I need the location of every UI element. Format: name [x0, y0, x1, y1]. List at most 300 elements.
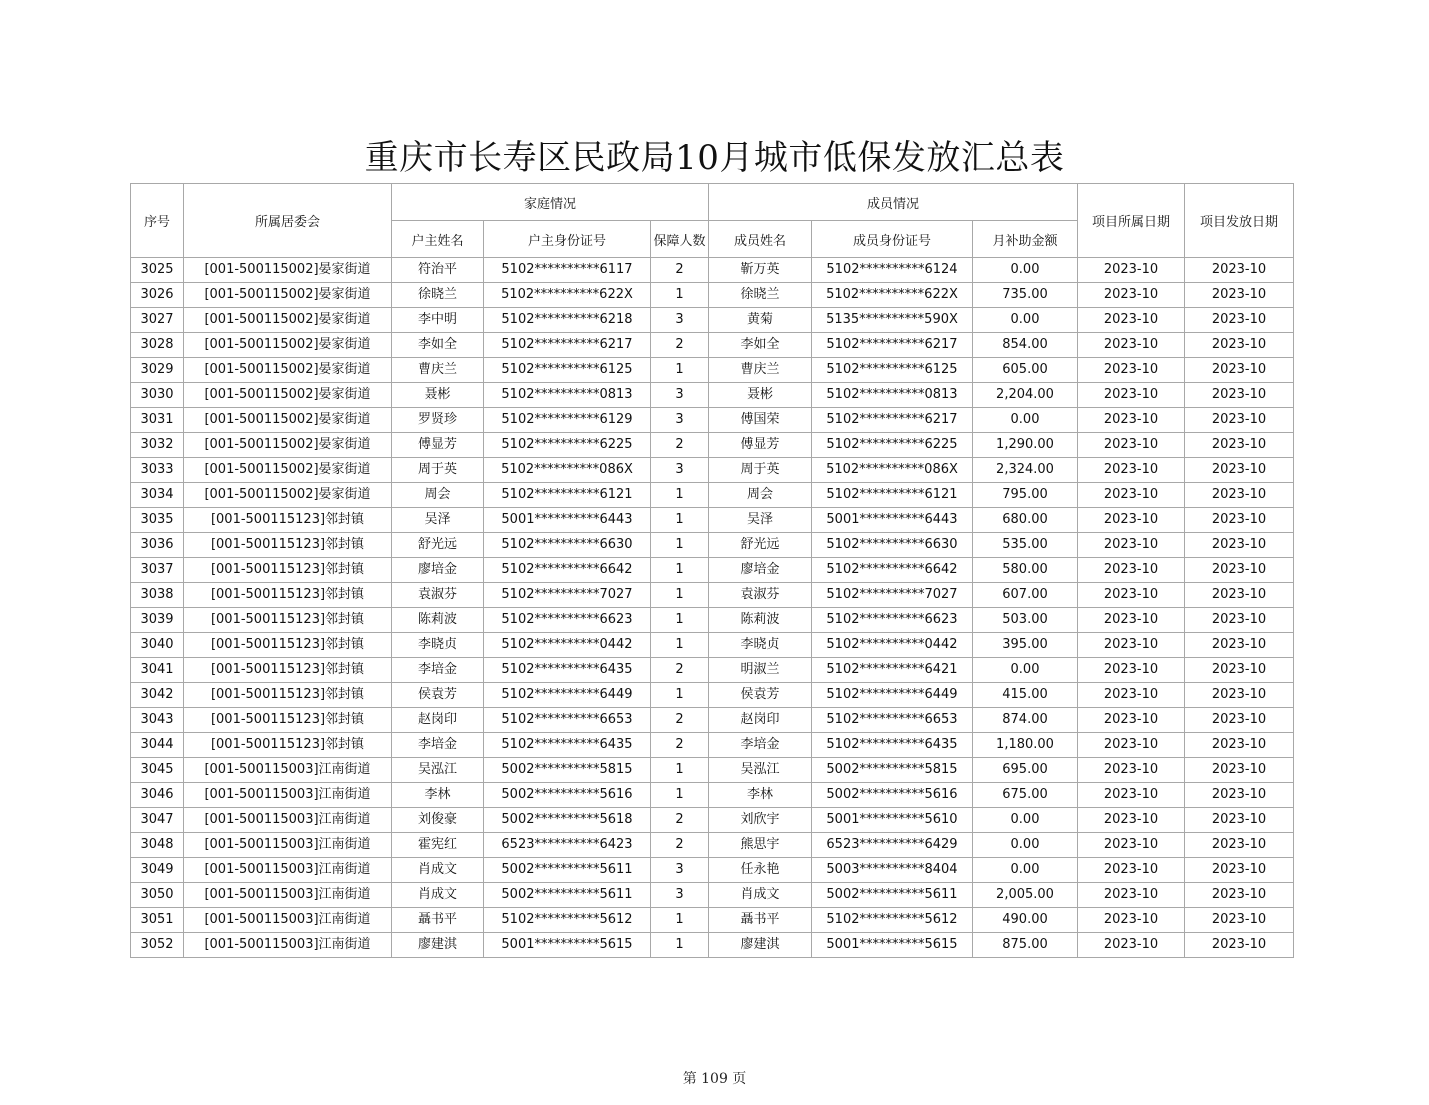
committee-cell: [001-500115123]邻封镇 [184, 658, 392, 683]
head-id-cell: 5102**********7027 [484, 583, 651, 608]
covered-count-cell: 2 [651, 258, 709, 283]
subsidy-cell: 1,180.00 [973, 733, 1078, 758]
seq-cell: 3034 [131, 483, 184, 508]
seq-cell: 3033 [131, 458, 184, 483]
head-name-cell: 李中明 [392, 308, 484, 333]
seq-cell: 3052 [131, 933, 184, 958]
seq-cell: 3035 [131, 508, 184, 533]
payment-month-cell: 2023-10 [1185, 708, 1294, 733]
member-id-cell: 5102**********7027 [812, 583, 973, 608]
member-name-cell: 廖建淇 [709, 933, 812, 958]
member-name-cell: 吴泽 [709, 508, 812, 533]
payment-month-cell: 2023-10 [1185, 658, 1294, 683]
covered-count-cell: 2 [651, 433, 709, 458]
head-name-cell: 吴泓江 [392, 758, 484, 783]
table-row [131, 808, 1294, 833]
covered-count-cell: 1 [651, 558, 709, 583]
committee-cell: [001-500115002]晏家街道 [184, 308, 392, 333]
header-family-group: 家庭情况 [392, 184, 709, 221]
subsidy-cell: 1,290.00 [973, 433, 1078, 458]
head-name-cell: 李林 [392, 783, 484, 808]
subsidy-cell: 415.00 [973, 683, 1078, 708]
covered-count-cell: 3 [651, 408, 709, 433]
member-name-cell: 熊思宇 [709, 833, 812, 858]
table-row [131, 358, 1294, 383]
head-name-cell: 罗贤珍 [392, 408, 484, 433]
project-month-cell: 2023-10 [1078, 808, 1185, 833]
table-row [131, 258, 1294, 283]
covered-count-cell: 1 [651, 608, 709, 633]
seq-cell: 3043 [131, 708, 184, 733]
member-id-cell: 5002**********5616 [812, 783, 973, 808]
table-row [131, 708, 1294, 733]
payment-month-cell: 2023-10 [1185, 333, 1294, 358]
project-month-cell: 2023-10 [1078, 458, 1185, 483]
head-id-cell: 5102**********6642 [484, 558, 651, 583]
covered-count-cell: 1 [651, 633, 709, 658]
member-id-cell: 5102**********6653 [812, 708, 973, 733]
head-name-cell: 徐晓兰 [392, 283, 484, 308]
header-member-group: 成员情况 [709, 184, 1078, 221]
table-row [131, 508, 1294, 533]
page-title: 重庆市长寿区民政局10月城市低保发放汇总表 [364, 138, 1065, 178]
table-row [131, 533, 1294, 558]
subsidy-cell: 0.00 [973, 808, 1078, 833]
member-id-cell: 6523**********6429 [812, 833, 973, 858]
member-id-cell: 5001**********5615 [812, 933, 973, 958]
head-name-cell: 李培金 [392, 658, 484, 683]
committee-cell: [001-500115123]邻封镇 [184, 508, 392, 533]
member-id-cell: 5102**********6125 [812, 358, 973, 383]
member-name-cell: 袁淑芬 [709, 583, 812, 608]
member-id-cell: 5102**********622X [812, 283, 973, 308]
member-id-cell: 5102**********0442 [812, 633, 973, 658]
payment-month-cell: 2023-10 [1185, 558, 1294, 583]
head-name-cell: 廖建淇 [392, 933, 484, 958]
payment-month-cell: 2023-10 [1185, 808, 1294, 833]
seq-cell: 3044 [131, 733, 184, 758]
table-row [131, 733, 1294, 758]
head-id-cell: 5102**********6218 [484, 308, 651, 333]
seq-cell: 3031 [131, 408, 184, 433]
member-id-cell: 5102**********6623 [812, 608, 973, 633]
seq-cell: 3028 [131, 333, 184, 358]
project-month-cell: 2023-10 [1078, 608, 1185, 633]
table-row [131, 333, 1294, 358]
head-name-cell: 周会 [392, 483, 484, 508]
payment-month-cell: 2023-10 [1185, 858, 1294, 883]
subsidy-cell: 0.00 [973, 658, 1078, 683]
table-body [131, 258, 1294, 958]
member-id-cell: 5001**********6443 [812, 508, 973, 533]
member-name-cell: 傅国荣 [709, 408, 812, 433]
page-number: 第 109 页 [682, 1071, 747, 1087]
subsidy-cell: 2,005.00 [973, 883, 1078, 908]
committee-cell: [001-500115003]江南街道 [184, 858, 392, 883]
payment-month-cell: 2023-10 [1185, 908, 1294, 933]
subsidy-cell: 875.00 [973, 933, 1078, 958]
table-row [131, 833, 1294, 858]
table-row [131, 558, 1294, 583]
seq-cell: 3040 [131, 633, 184, 658]
covered-count-cell: 2 [651, 333, 709, 358]
member-name-cell: 李晓贞 [709, 633, 812, 658]
payment-month-cell: 2023-10 [1185, 683, 1294, 708]
table-row [131, 608, 1294, 633]
subsidy-cell: 605.00 [973, 358, 1078, 383]
payment-month-cell: 2023-10 [1185, 608, 1294, 633]
head-id-cell: 5102**********6121 [484, 483, 651, 508]
seq-cell: 3032 [131, 433, 184, 458]
payment-month-cell: 2023-10 [1185, 758, 1294, 783]
member-name-cell: 舒光远 [709, 533, 812, 558]
member-name-cell: 徐晓兰 [709, 283, 812, 308]
committee-cell: [001-500115002]晏家街道 [184, 408, 392, 433]
project-month-cell: 2023-10 [1078, 933, 1185, 958]
member-id-cell: 5102**********0813 [812, 383, 973, 408]
subsidy-cell: 795.00 [973, 483, 1078, 508]
subsidy-cell: 675.00 [973, 783, 1078, 808]
head-id-cell: 6523**********6423 [484, 833, 651, 858]
committee-cell: [001-500115123]邻封镇 [184, 583, 392, 608]
head-id-cell: 5102**********6653 [484, 708, 651, 733]
committee-cell: [001-500115123]邻封镇 [184, 683, 392, 708]
table-row [131, 633, 1294, 658]
payment-month-cell: 2023-10 [1185, 483, 1294, 508]
project-month-cell: 2023-10 [1078, 558, 1185, 583]
member-name-cell: 明淑兰 [709, 658, 812, 683]
header-seq: 序号 [131, 184, 184, 258]
table-row [131, 683, 1294, 708]
header-member-id: 成员身份证号 [812, 221, 973, 258]
header-covered-count: 保障人数 [651, 221, 709, 258]
head-name-cell: 周于英 [392, 458, 484, 483]
committee-cell: [001-500115003]江南街道 [184, 783, 392, 808]
seq-cell: 3045 [131, 758, 184, 783]
member-id-cell: 5102**********6121 [812, 483, 973, 508]
head-name-cell: 肖成文 [392, 858, 484, 883]
subsidy-cell: 695.00 [973, 758, 1078, 783]
member-id-cell: 5102**********6630 [812, 533, 973, 558]
payment-month-cell: 2023-10 [1185, 383, 1294, 408]
project-month-cell: 2023-10 [1078, 358, 1185, 383]
head-id-cell: 5102**********5612 [484, 908, 651, 933]
table-row [131, 433, 1294, 458]
payment-month-cell: 2023-10 [1185, 258, 1294, 283]
committee-cell: [001-500115002]晏家街道 [184, 258, 392, 283]
covered-count-cell: 1 [651, 283, 709, 308]
member-name-cell: 聶书平 [709, 908, 812, 933]
head-name-cell: 李培金 [392, 733, 484, 758]
seq-cell: 3030 [131, 383, 184, 408]
member-name-cell: 李林 [709, 783, 812, 808]
head-id-cell: 5102**********6125 [484, 358, 651, 383]
member-name-cell: 赵岗印 [709, 708, 812, 733]
payment-month-cell: 2023-10 [1185, 283, 1294, 308]
seq-cell: 3036 [131, 533, 184, 558]
head-id-cell: 5102**********6630 [484, 533, 651, 558]
payment-month-cell: 2023-10 [1185, 783, 1294, 808]
committee-cell: [001-500115002]晏家街道 [184, 433, 392, 458]
head-name-cell: 霍宪红 [392, 833, 484, 858]
subsidy-cell: 0.00 [973, 858, 1078, 883]
seq-cell: 3050 [131, 883, 184, 908]
subsidy-cell: 0.00 [973, 258, 1078, 283]
table-header [131, 184, 1294, 258]
member-id-cell: 5102**********6435 [812, 733, 973, 758]
project-month-cell: 2023-10 [1078, 283, 1185, 308]
head-id-cell: 5102**********6225 [484, 433, 651, 458]
member-name-cell: 傅显芳 [709, 433, 812, 458]
covered-count-cell: 1 [651, 758, 709, 783]
covered-count-cell: 3 [651, 458, 709, 483]
member-id-cell: 5002**********5815 [812, 758, 973, 783]
project-month-cell: 2023-10 [1078, 408, 1185, 433]
covered-count-cell: 1 [651, 908, 709, 933]
head-name-cell: 李晓贞 [392, 633, 484, 658]
committee-cell: [001-500115002]晏家街道 [184, 458, 392, 483]
member-name-cell: 肖成文 [709, 883, 812, 908]
committee-cell: [001-500115002]晏家街道 [184, 333, 392, 358]
member-name-cell: 陈莉波 [709, 608, 812, 633]
payment-month-cell: 2023-10 [1185, 508, 1294, 533]
committee-cell: [001-500115003]江南街道 [184, 833, 392, 858]
committee-cell: [001-500115002]晏家街道 [184, 283, 392, 308]
project-month-cell: 2023-10 [1078, 383, 1185, 408]
seq-cell: 3029 [131, 358, 184, 383]
seq-cell: 3051 [131, 908, 184, 933]
head-id-cell: 5002**********5611 [484, 858, 651, 883]
project-month-cell: 2023-10 [1078, 433, 1185, 458]
covered-count-cell: 1 [651, 583, 709, 608]
covered-count-cell: 3 [651, 858, 709, 883]
seq-cell: 3025 [131, 258, 184, 283]
member-name-cell: 吴泓江 [709, 758, 812, 783]
member-name-cell: 聂彬 [709, 383, 812, 408]
header-monthly-subsidy: 月补助金额 [973, 221, 1078, 258]
payment-month-cell: 2023-10 [1185, 358, 1294, 383]
member-id-cell: 5003**********8404 [812, 858, 973, 883]
head-id-cell: 5002**********5611 [484, 883, 651, 908]
project-month-cell: 2023-10 [1078, 683, 1185, 708]
subsidy-cell: 395.00 [973, 633, 1078, 658]
table-row [131, 383, 1294, 408]
project-month-cell: 2023-10 [1078, 708, 1185, 733]
member-id-cell: 5102**********6225 [812, 433, 973, 458]
head-id-cell: 5102**********0442 [484, 633, 651, 658]
table-row [131, 308, 1294, 333]
payment-month-cell: 2023-10 [1185, 883, 1294, 908]
member-name-cell: 靳万英 [709, 258, 812, 283]
head-id-cell: 5002**********5616 [484, 783, 651, 808]
covered-count-cell: 1 [651, 358, 709, 383]
member-name-cell: 刘欣宇 [709, 808, 812, 833]
header-head-name: 户主姓名 [392, 221, 484, 258]
committee-cell: [001-500115123]邻封镇 [184, 608, 392, 633]
project-month-cell: 2023-10 [1078, 733, 1185, 758]
head-name-cell: 陈莉波 [392, 608, 484, 633]
head-name-cell: 廖培金 [392, 558, 484, 583]
member-id-cell: 5102**********6449 [812, 683, 973, 708]
seq-cell: 3046 [131, 783, 184, 808]
table-row [131, 758, 1294, 783]
covered-count-cell: 1 [651, 683, 709, 708]
head-name-cell: 聂彬 [392, 383, 484, 408]
table-row [131, 408, 1294, 433]
table-row [131, 458, 1294, 483]
covered-count-cell: 2 [651, 708, 709, 733]
covered-count-cell: 2 [651, 808, 709, 833]
payment-month-cell: 2023-10 [1185, 308, 1294, 333]
seq-cell: 3042 [131, 683, 184, 708]
table-row [131, 883, 1294, 908]
head-id-cell: 5102**********6217 [484, 333, 651, 358]
header-payment-month: 项目发放日期 [1185, 184, 1294, 258]
subsidy-cell: 854.00 [973, 333, 1078, 358]
project-month-cell: 2023-10 [1078, 508, 1185, 533]
head-name-cell: 李如全 [392, 333, 484, 358]
project-month-cell: 2023-10 [1078, 333, 1185, 358]
table-row [131, 858, 1294, 883]
project-month-cell: 2023-10 [1078, 908, 1185, 933]
committee-cell: [001-500115002]晏家街道 [184, 483, 392, 508]
committee-cell: [001-500115003]江南街道 [184, 883, 392, 908]
member-name-cell: 曹庆兰 [709, 358, 812, 383]
payment-month-cell: 2023-10 [1185, 633, 1294, 658]
head-name-cell: 聶书平 [392, 908, 484, 933]
committee-cell: [001-500115003]江南街道 [184, 758, 392, 783]
committee-cell: [001-500115003]江南街道 [184, 808, 392, 833]
head-name-cell: 赵岗印 [392, 708, 484, 733]
payment-month-cell: 2023-10 [1185, 933, 1294, 958]
committee-cell: [001-500115123]邻封镇 [184, 708, 392, 733]
member-id-cell: 5102**********6642 [812, 558, 973, 583]
head-name-cell: 袁淑芬 [392, 583, 484, 608]
head-name-cell: 吴泽 [392, 508, 484, 533]
table-row [131, 483, 1294, 508]
header-member-name: 成员姓名 [709, 221, 812, 258]
member-id-cell: 5002**********5611 [812, 883, 973, 908]
seq-cell: 3037 [131, 558, 184, 583]
head-id-cell: 5001**********5615 [484, 933, 651, 958]
table-row [131, 783, 1294, 808]
seq-cell: 3038 [131, 583, 184, 608]
member-name-cell: 任永艳 [709, 858, 812, 883]
payment-month-cell: 2023-10 [1185, 733, 1294, 758]
member-name-cell: 廖培金 [709, 558, 812, 583]
payment-month-cell: 2023-10 [1185, 583, 1294, 608]
subsidy-cell: 535.00 [973, 533, 1078, 558]
payment-month-cell: 2023-10 [1185, 833, 1294, 858]
project-month-cell: 2023-10 [1078, 308, 1185, 333]
table-row [131, 283, 1294, 308]
member-id-cell: 5001**********5610 [812, 808, 973, 833]
seq-cell: 3047 [131, 808, 184, 833]
project-month-cell: 2023-10 [1078, 483, 1185, 508]
committee-cell: [001-500115002]晏家街道 [184, 383, 392, 408]
payment-month-cell: 2023-10 [1185, 533, 1294, 558]
covered-count-cell: 3 [651, 308, 709, 333]
member-name-cell: 李如全 [709, 333, 812, 358]
head-id-cell: 5102**********6435 [484, 733, 651, 758]
payment-month-cell: 2023-10 [1185, 458, 1294, 483]
seq-cell: 3049 [131, 858, 184, 883]
member-name-cell: 李培金 [709, 733, 812, 758]
member-id-cell: 5135**********590X [812, 308, 973, 333]
covered-count-cell: 3 [651, 883, 709, 908]
head-id-cell: 5102**********6623 [484, 608, 651, 633]
member-name-cell: 黄菊 [709, 308, 812, 333]
seq-cell: 3026 [131, 283, 184, 308]
head-id-cell: 5102**********6117 [484, 258, 651, 283]
committee-cell: [001-500115002]晏家街道 [184, 358, 392, 383]
head-id-cell: 5102**********0813 [484, 383, 651, 408]
subsidy-cell: 2,324.00 [973, 458, 1078, 483]
head-name-cell: 符治平 [392, 258, 484, 283]
project-month-cell: 2023-10 [1078, 883, 1185, 908]
member-id-cell: 5102**********6124 [812, 258, 973, 283]
seq-cell: 3027 [131, 308, 184, 333]
head-id-cell: 5002**********5815 [484, 758, 651, 783]
head-id-cell: 5102**********6435 [484, 658, 651, 683]
member-name-cell: 侯袁芳 [709, 683, 812, 708]
covered-count-cell: 1 [651, 783, 709, 808]
subsidy-cell: 0.00 [973, 308, 1078, 333]
covered-count-cell: 1 [651, 508, 709, 533]
subsidy-table [130, 183, 1294, 958]
subsidy-cell: 874.00 [973, 708, 1078, 733]
payment-month-cell: 2023-10 [1185, 408, 1294, 433]
subsidy-cell: 735.00 [973, 283, 1078, 308]
table-row [131, 583, 1294, 608]
head-name-cell: 肖成文 [392, 883, 484, 908]
head-id-cell: 5102**********086X [484, 458, 651, 483]
member-name-cell: 周于英 [709, 458, 812, 483]
header-committee: 所属居委会 [184, 184, 392, 258]
member-id-cell: 5102**********6421 [812, 658, 973, 683]
project-month-cell: 2023-10 [1078, 583, 1185, 608]
subsidy-cell: 0.00 [973, 408, 1078, 433]
seq-cell: 3041 [131, 658, 184, 683]
committee-cell: [001-500115123]邻封镇 [184, 733, 392, 758]
head-name-cell: 刘俊豪 [392, 808, 484, 833]
head-name-cell: 曹庆兰 [392, 358, 484, 383]
committee-cell: [001-500115003]江南街道 [184, 908, 392, 933]
committee-cell: [001-500115123]邻封镇 [184, 633, 392, 658]
member-id-cell: 5102**********086X [812, 458, 973, 483]
covered-count-cell: 2 [651, 733, 709, 758]
header-project-month: 项目所属日期 [1078, 184, 1185, 258]
committee-cell: [001-500115003]江南街道 [184, 933, 392, 958]
member-name-cell: 周会 [709, 483, 812, 508]
covered-count-cell: 2 [651, 833, 709, 858]
head-id-cell: 5102**********6129 [484, 408, 651, 433]
project-month-cell: 2023-10 [1078, 758, 1185, 783]
member-id-cell: 5102**********6217 [812, 408, 973, 433]
table-row [131, 908, 1294, 933]
subsidy-cell: 0.00 [973, 833, 1078, 858]
table-row [131, 658, 1294, 683]
member-id-cell: 5102**********5612 [812, 908, 973, 933]
committee-cell: [001-500115123]邻封镇 [184, 533, 392, 558]
seq-cell: 3048 [131, 833, 184, 858]
project-month-cell: 2023-10 [1078, 633, 1185, 658]
subsidy-cell: 490.00 [973, 908, 1078, 933]
head-name-cell: 傅显芳 [392, 433, 484, 458]
project-month-cell: 2023-10 [1078, 833, 1185, 858]
head-name-cell: 侯袁芳 [392, 683, 484, 708]
member-id-cell: 5102**********6217 [812, 333, 973, 358]
